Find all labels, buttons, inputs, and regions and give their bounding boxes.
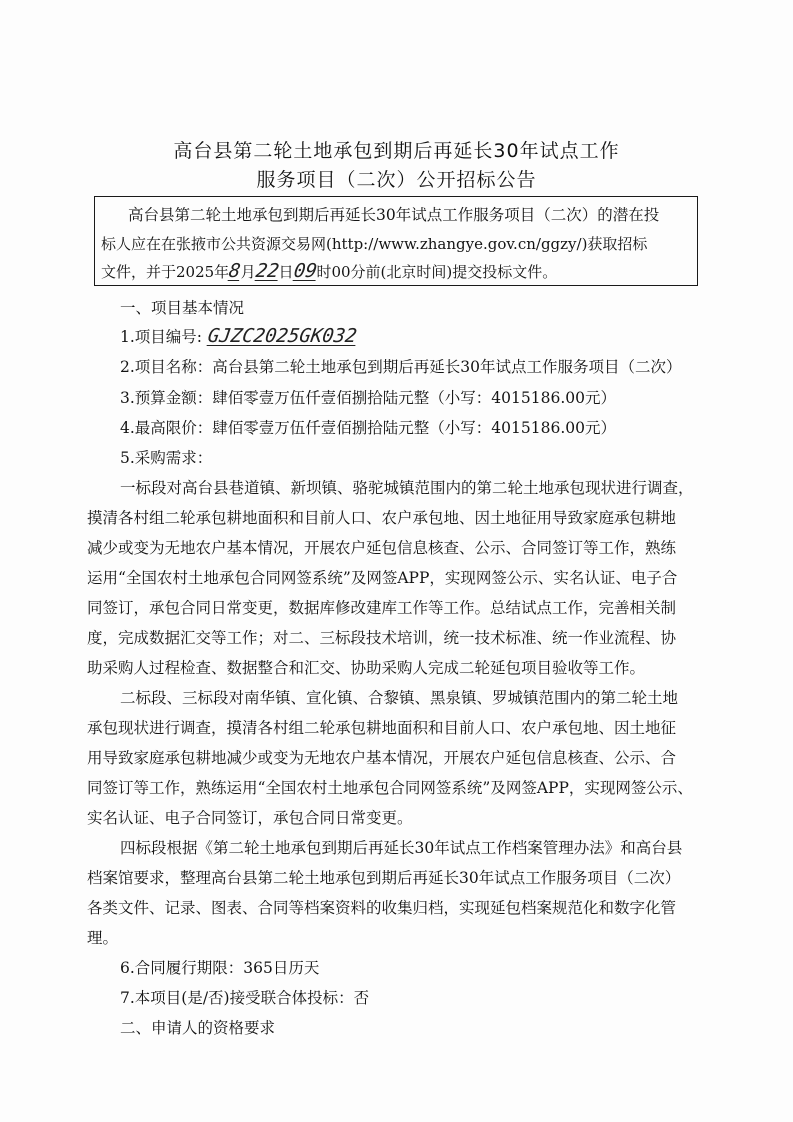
project-number-value: GJZC2025GK032: [206, 325, 359, 347]
deadline-day: 22: [254, 260, 281, 282]
deadline-day-suffix: 日: [278, 263, 294, 281]
item-budget: 3.预算金额：肆佰零壹万伍仟壹佰捌拾陆元整（小写：4015186.00元）: [120, 389, 616, 407]
para1-line: 运用“全国农村土地承包合同网签系统”及网签APP，实现网签公示、实名认证、电子合: [87, 569, 678, 587]
section1-heading: 一、项目基本情况: [120, 299, 245, 317]
item-contract-period: 6.合同履行期限：365日历天: [120, 959, 320, 977]
para1-line: 助采购人过程检查、数据整合和汇交、协助采购人完成二轮延包项目验收等工作。: [87, 659, 646, 677]
deadline-hour: 09: [292, 260, 318, 282]
para3-line: 理。: [87, 929, 119, 947]
para1-line: 同签订，承包合同日常变更，数据库修改建库工作等工作。总结试点工作，完善相关制: [87, 599, 677, 617]
section2-heading: 二、申请人的资格要求: [120, 1019, 276, 1037]
para3-line: 四标段根据《第二轮土地承包到期后再延长30年试点工作档案管理办法》和高台县: [120, 839, 683, 857]
para3-line: 档案馆要求，整理高台县第二轮土地承包到期后再延长30年试点工作服务项目（二次）: [87, 869, 681, 887]
para1-line: 一标段对高台县巷道镇、新坝镇、骆驼城镇范围内的第二轮土地承包现状进行调查，: [120, 479, 694, 497]
para2-line: 实名认证、电子合同签订，承包合同日常变更。: [87, 809, 413, 827]
item-max-price: 4.最高限价：肆佰零壹万伍仟壹佰捌拾陆元整（小写：4015186.00元）: [120, 419, 616, 437]
item-consortium: 7.本项目(是/否)接受联合体投标：否: [120, 989, 370, 1007]
notice-deadline-prefix: 文件，并于2025年: [101, 263, 230, 281]
para1-line: 减少或变为无地农户基本情况，开展农户延包信息核查、公示、合同签订等工作，熟练: [87, 539, 677, 557]
item-project-name: 2.项目名称：高台县第二轮土地承包到期后再延长30年试点工作服务项目（二次）: [120, 358, 682, 376]
para1-line: 度，完成数据汇交等工作；对二、三标段技术培训，统一技术标准、统一作业流程、协: [87, 629, 677, 647]
item-project-number: [120, 326, 357, 347]
notice-line-3: [101, 261, 557, 282]
notice-line-1: 高台县第二轮土地承包到期后再延长30年试点工作服务项目（二次）的潜在投: [128, 206, 660, 224]
para2-line: 二标段、三标段对南华镇、宣化镇、合黎镇、黑泉镇、罗城镇范围内的第二轮土地: [120, 689, 679, 707]
para2-line: 同签订等工作，熟练运用“全国农村土地承包合同网签系统”及网签APP，实现网签公示、: [87, 779, 693, 797]
notice-deadline-suffix: 时00分前(北京时间)提交投标文件。: [316, 263, 558, 281]
item-requirements: 5.采购需求：: [120, 449, 213, 467]
notice-line-2: 标人应在在张掖市公共资源交易网(http://www.zhangye.gov.cn/ggzy/)获取招标: [101, 235, 648, 253]
document-title-line2: 服务项目（二次）公开招标公告: [256, 169, 537, 191]
deadline-month: 8: [227, 260, 243, 282]
para1-line: 摸清各村组二轮承包耕地面积和目前人口、农户承包地、因土地征用导致家庭承包耕地: [87, 509, 677, 527]
para2-line: 用导致家庭承包耕地减少或变为无地农户基本情况，开展农户延包信息核查、公示、合: [87, 749, 677, 767]
para3-line: 各类文件、记录、图表、合同等档案资料的收集归档，实现延包档案规范化和数字化管: [87, 899, 677, 917]
deadline-month-suffix: 月: [240, 263, 256, 281]
item1-label: 1.项目编号:: [120, 328, 203, 346]
para2-line: 承包现状进行调查，摸清各村组二轮承包耕地面积和目前人口、农户承包地、因土地征: [87, 719, 677, 737]
document-title-line1: 高台县第二轮土地承包到期后再延长30年试点工作: [173, 140, 620, 162]
